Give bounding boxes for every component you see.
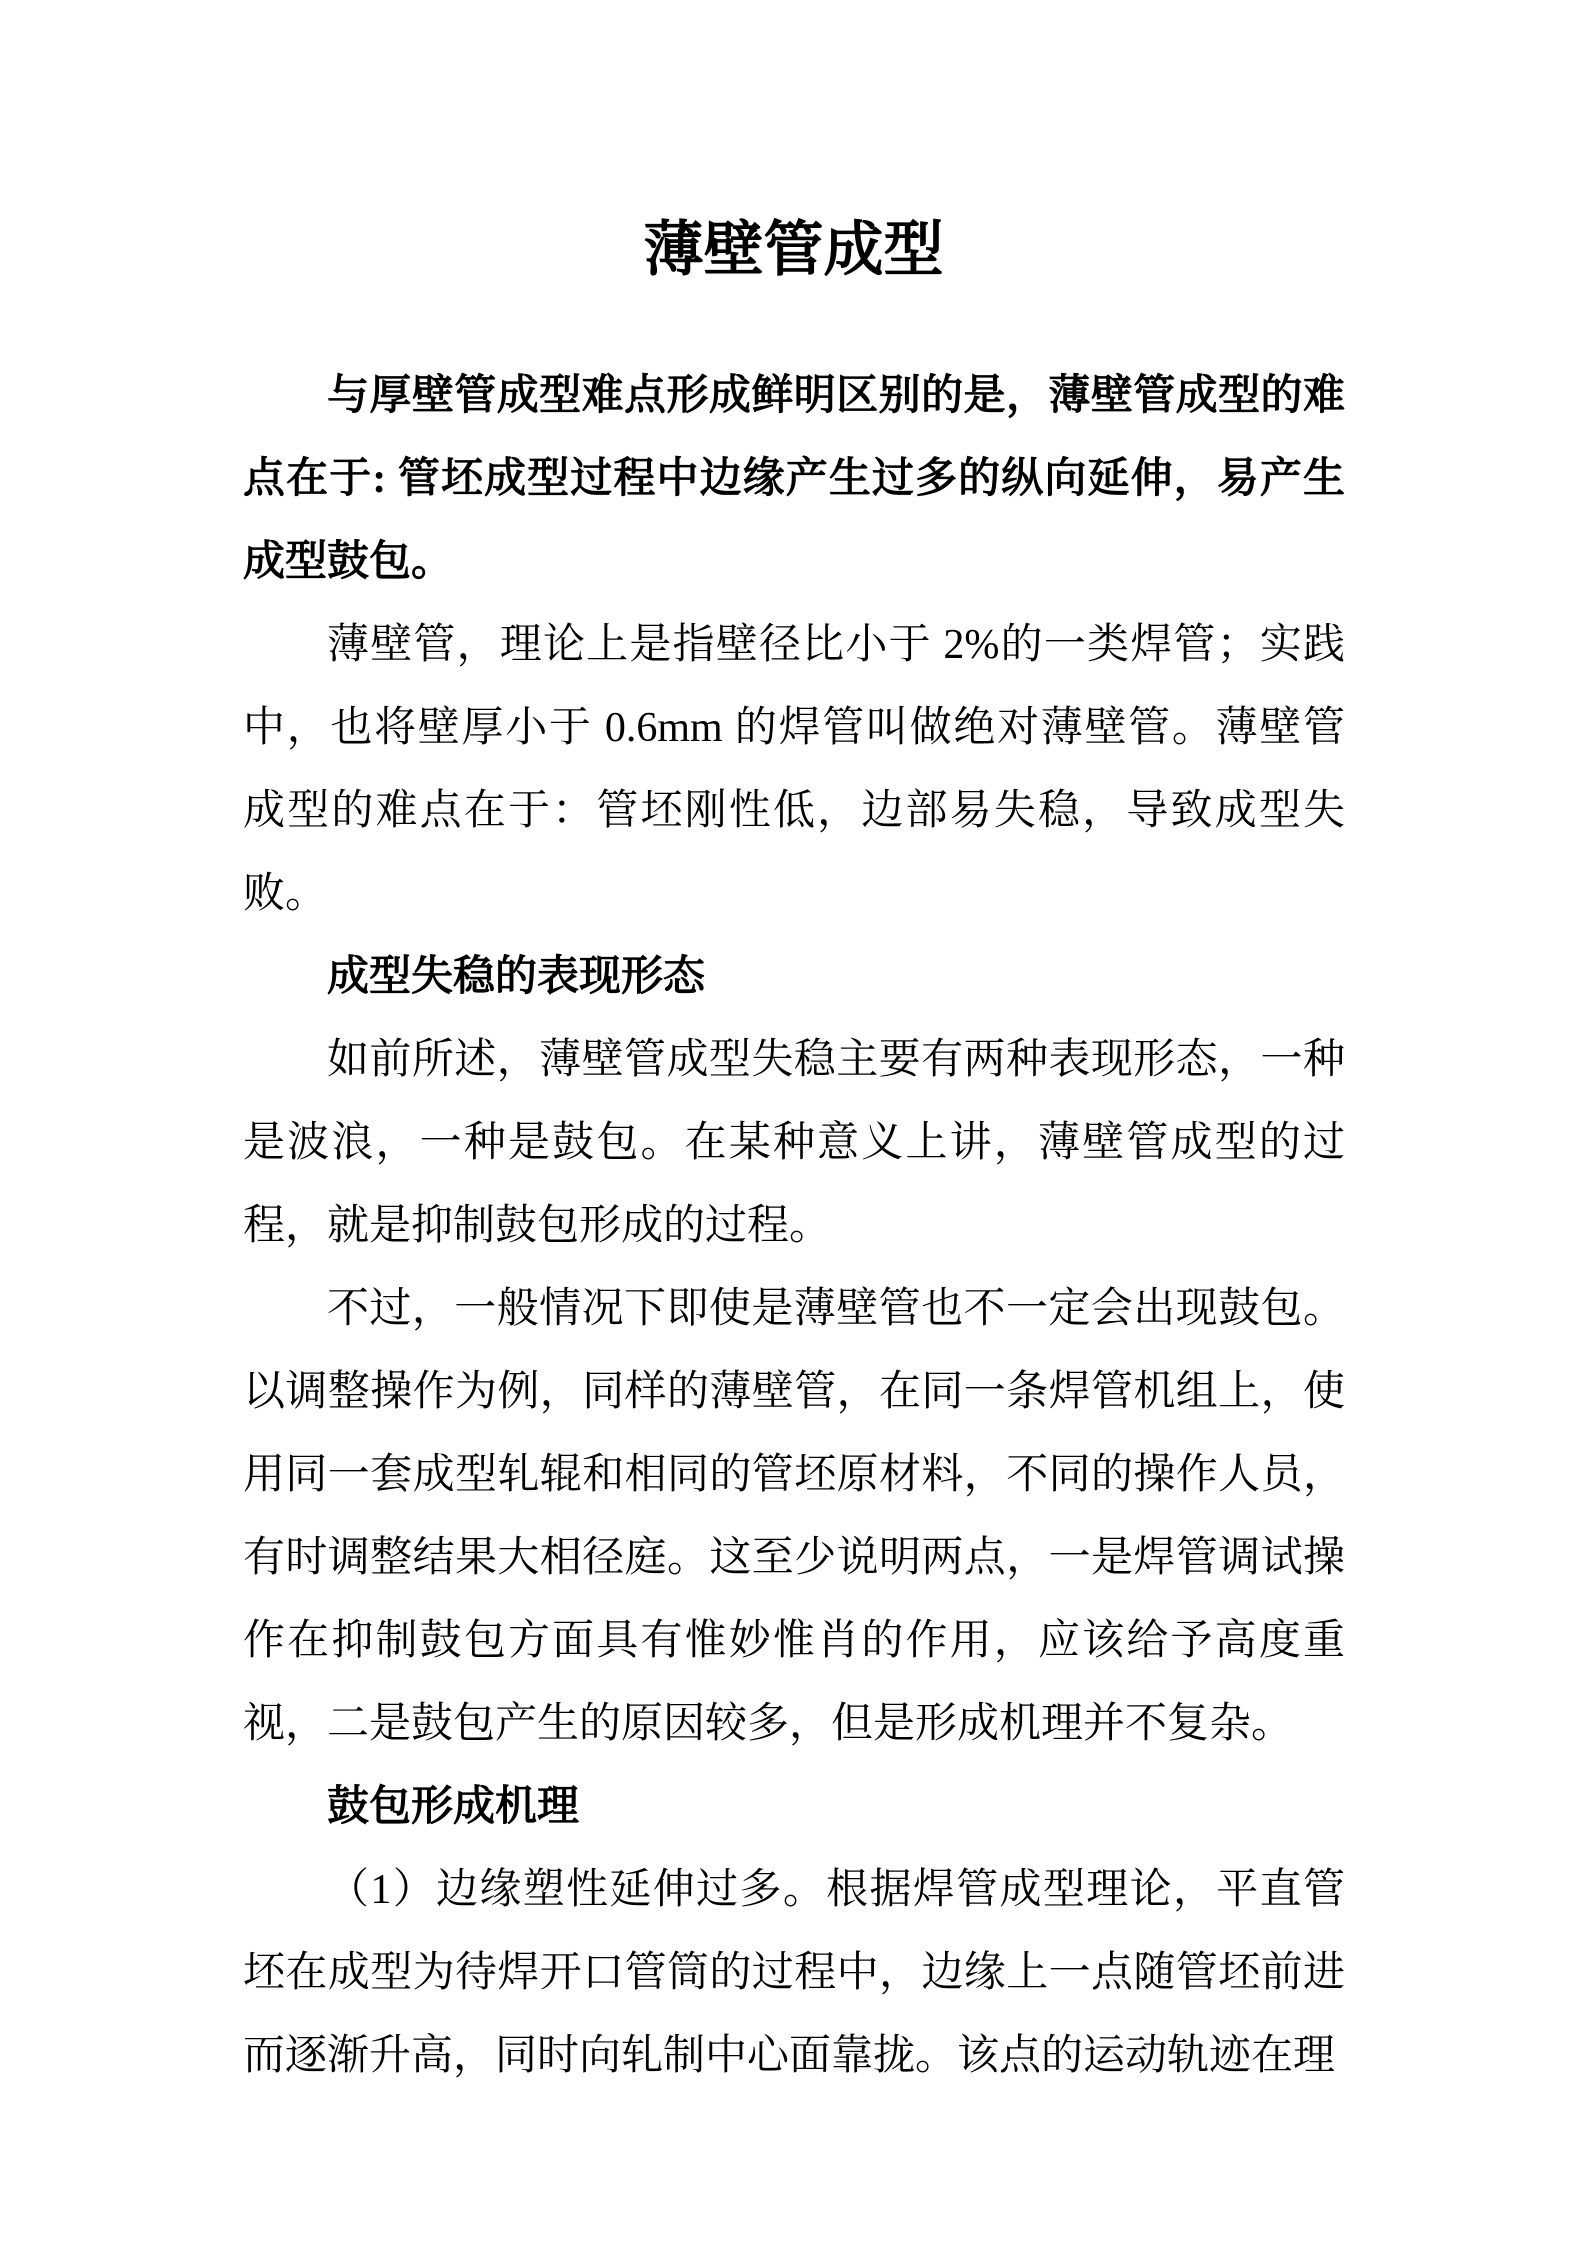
paragraph: （1）边缘塑性延伸过多。根据焊管成型理论，平直管坯在成型为待焊开口管筒的过程中，边缘上一点随管坯前进而逐渐升高，同时向轧制中心面靠拢。该点的运动轨迹在理	[243, 1867, 1345, 2079]
section-heading: 鼓包形成机理	[327, 1784, 580, 1830]
page-title: 薄壁管成型	[643, 217, 944, 283]
section-heading: 成型失稳的表现形态	[327, 954, 706, 1000]
paragraph: 薄壁管，理论上是指壁径比小于 2%的一类焊管；实践中，也将壁厚小于 0.6mm 的焊管叫做绝对薄壁管。薄壁管成型的难点在于：管坯刚性低，边部易失稳，导致成型失败。	[243, 622, 1345, 917]
paragraph: 不过，一般情况下即使是薄壁管也不一定会出现鼓包。以调整操作为例，同样的薄壁管，在同一条焊管机组上，使用同一套成型轧辊和相同的管坯原材料，不同的操作人员，有时调整结果大相径庭。这至少说明两点，一是焊管调试操作在抑制鼓包方面具有惟妙惟肖的作用，应该给予高度重视，二是鼓包产生的原因较多，但是形成机理并不复杂。	[243, 1286, 1345, 1747]
document-body	[243, 355, 1345, 2098]
paragraph: 如前所述，薄壁管成型失稳主要有两种表现形态，一种是波浪，一种是鼓包。在某种意义上讲，薄壁管成型的过程，就是抑制鼓包形成的过程。	[243, 1037, 1345, 1249]
lead-paragraph: 与厚壁管成型难点形成鲜明区别的是，薄壁管成型的难点在于: 管坯成型过程中边缘产生过多的纵向延伸，易产生成型鼓包。	[243, 373, 1345, 585]
